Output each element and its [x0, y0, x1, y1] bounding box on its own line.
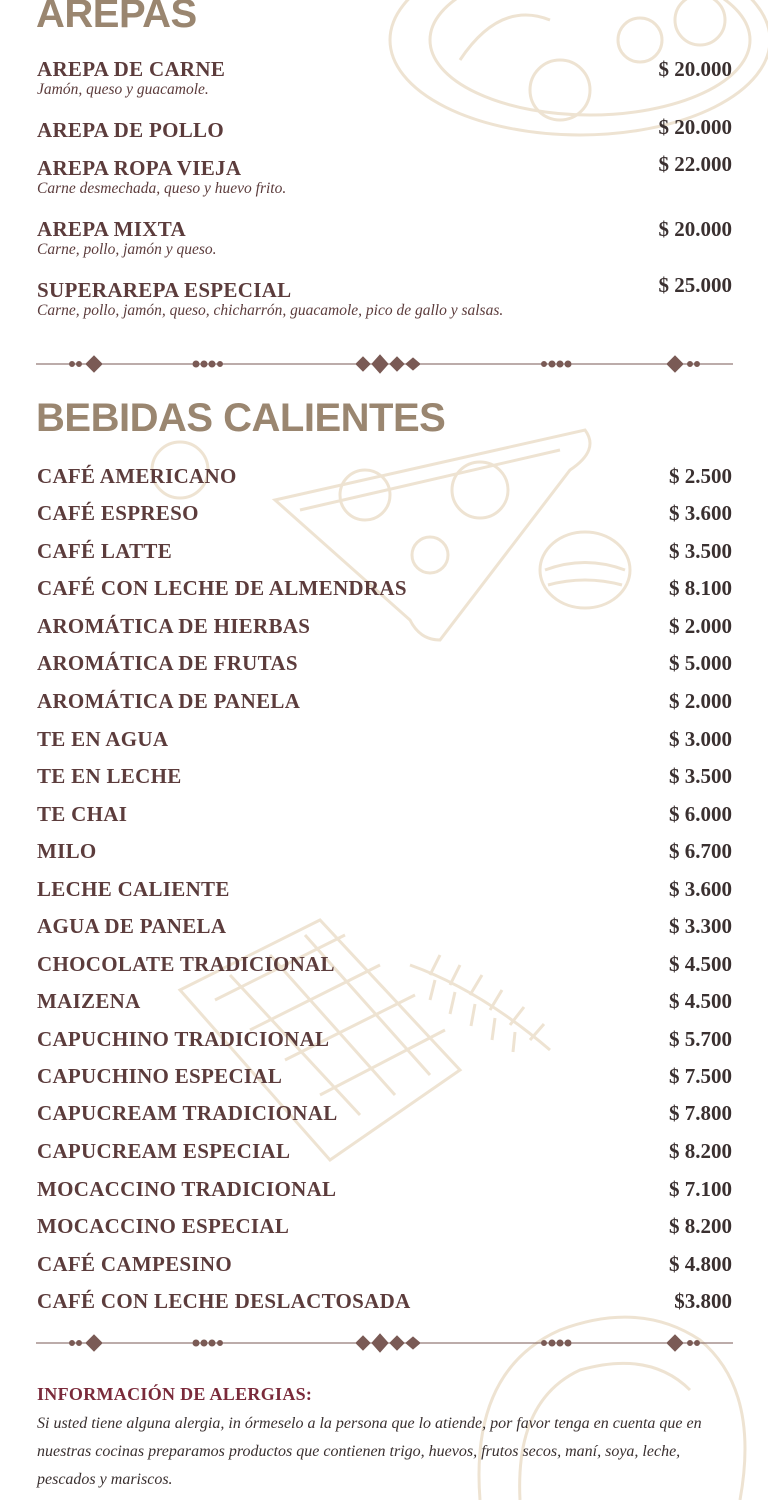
- item-name: CHOCOLATE TRADICIONAL: [37, 952, 335, 976]
- item-price: $ 2.000: [669, 614, 732, 638]
- item-price: $ 20.000: [658, 115, 732, 139]
- item-price: $ 3.600: [669, 501, 732, 525]
- menu-item: [37, 1214, 732, 1238]
- item-name: CAPUCREAM ESPECIAL: [37, 1139, 291, 1163]
- item-name: AREPA ROPA VIEJA: [37, 156, 242, 180]
- menu-item: [37, 1177, 732, 1201]
- item-price: $ 6.700: [669, 839, 732, 863]
- item-price: $ 3.600: [669, 877, 732, 901]
- menu-item: [37, 727, 732, 751]
- menu-item: [37, 501, 732, 525]
- menu-item: [37, 152, 732, 198]
- item-price: $ 5.000: [669, 651, 732, 675]
- item-name: AGUA DE PANELA: [37, 914, 227, 938]
- item-description: Carne, pollo, jamón y queso.: [37, 241, 217, 258]
- item-name: AREPA DE CARNE: [37, 57, 226, 81]
- arepas-section-title: AREPAS: [36, 0, 197, 36]
- item-price: $ 3.500: [669, 539, 732, 563]
- item-name: CAFÉ LATTE: [37, 539, 173, 563]
- allergy-title: INFORMACIÓN DE ALERGIAS:: [37, 1384, 313, 1404]
- menu-item: [37, 877, 732, 901]
- item-name: AROMÁTICA DE HIERBAS: [37, 614, 311, 638]
- item-name: MOCACCINO ESPECIAL: [37, 1214, 290, 1238]
- item-price: $ 8.100: [669, 576, 732, 600]
- menu-item: [37, 1139, 732, 1163]
- item-price: $ 6.000: [669, 802, 732, 826]
- menu-item: [37, 1101, 732, 1125]
- item-name: TE EN AGUA: [37, 727, 169, 751]
- menu-item: [37, 614, 732, 638]
- item-description: Jamón, queso y guacamole.: [37, 81, 209, 98]
- menu-item: [37, 57, 732, 99]
- item-name: AROMÁTICA DE PANELA: [37, 689, 301, 713]
- item-name: TE EN LECHE: [37, 764, 182, 788]
- item-price: $ 20.000: [658, 217, 732, 241]
- menu-item: [37, 802, 732, 826]
- item-name: AREPA MIXTA: [37, 217, 186, 241]
- item-price: $ 5.700: [669, 1027, 732, 1051]
- item-name: CAPUCHINO TRADICIONAL: [37, 1027, 330, 1051]
- item-price: $ 7.800: [669, 1101, 732, 1125]
- item-name: LECHE CALIENTE: [37, 877, 230, 901]
- item-name: AREPA DE POLLO: [37, 118, 224, 142]
- item-name: CAPUCHINO ESPECIAL: [37, 1064, 283, 1088]
- item-name: CAFÉ ESPRESO: [37, 501, 199, 525]
- item-description: Carne desmechada, queso y huevo frito.: [37, 180, 287, 197]
- item-price: $ 20.000: [658, 57, 732, 81]
- item-price: $ 8.200: [669, 1214, 732, 1238]
- menu-item: [37, 115, 732, 142]
- item-name: CAFÉ CON LECHE DESLACTOSADA: [37, 1289, 411, 1313]
- item-name: MAIZENA: [37, 989, 141, 1013]
- menu-item: [37, 989, 732, 1013]
- ornamental-divider-icon: [36, 1333, 733, 1353]
- menu-item: [37, 689, 732, 713]
- item-name: AROMÁTICA DE FRUTAS: [37, 651, 298, 675]
- menu-item: [37, 1064, 732, 1088]
- item-price: $ 8.200: [669, 1139, 732, 1163]
- menu-item: [37, 464, 732, 488]
- item-price: $3.800: [674, 1289, 732, 1313]
- allergy-text: Si usted tiene alguna alergia, in órmeselo a la persona que lo atiende, por favor tenga en cuenta que en nuestras cocinas preparamos productos que contienen trigo, huevos, frutos secos, maní, soya, leche, pescados y mariscos.: [37, 1415, 702, 1488]
- item-name: MOCACCINO TRADICIONAL: [37, 1177, 337, 1201]
- menu-item: [37, 651, 732, 675]
- item-price: $ 2.500: [669, 464, 732, 488]
- item-price: $ 22.000: [658, 152, 732, 176]
- item-price: $ 4.500: [669, 989, 732, 1013]
- item-price: $ 2.000: [669, 689, 732, 713]
- menu-item: [37, 273, 732, 320]
- menu-item: [37, 914, 732, 938]
- item-price: $ 7.500: [669, 1064, 732, 1088]
- menu-item: [37, 576, 732, 600]
- item-price: $ 7.100: [669, 1177, 732, 1201]
- item-name: SUPERAREPA ESPECIAL: [37, 278, 292, 302]
- item-name: CAFÉ AMERICANO: [37, 464, 237, 488]
- item-description: Carne, pollo, jamón, queso, chicharrón, guacamole, pico de gallo y salsas.: [37, 302, 504, 319]
- item-price: $ 4.800: [669, 1252, 732, 1276]
- menu-item: [37, 839, 732, 863]
- item-name: MILO: [37, 839, 97, 863]
- item-name: CAFÉ CON LECHE DE ALMENDRAS: [37, 576, 407, 600]
- item-name: TE CHAI: [37, 802, 128, 826]
- menu-item: [37, 217, 732, 259]
- menu-item: [37, 952, 732, 976]
- item-price: $ 3.300: [669, 914, 732, 938]
- item-name: CAPUCREAM TRADICIONAL: [37, 1101, 338, 1125]
- ornamental-divider-icon: [36, 354, 733, 374]
- menu-item: [37, 1252, 732, 1276]
- item-price: $ 3.000: [669, 727, 732, 751]
- item-price: $ 25.000: [658, 273, 732, 297]
- item-price: $ 3.500: [669, 764, 732, 788]
- bebidas-section-title: BEBIDAS CALIENTES: [36, 396, 446, 440]
- item-name: CAFÉ CAMPESINO: [37, 1252, 232, 1276]
- item-price: $ 4.500: [669, 952, 732, 976]
- menu-item: [37, 1027, 732, 1051]
- menu-item: [37, 764, 732, 788]
- menu-item: [37, 539, 732, 563]
- menu-item: [37, 1289, 732, 1313]
